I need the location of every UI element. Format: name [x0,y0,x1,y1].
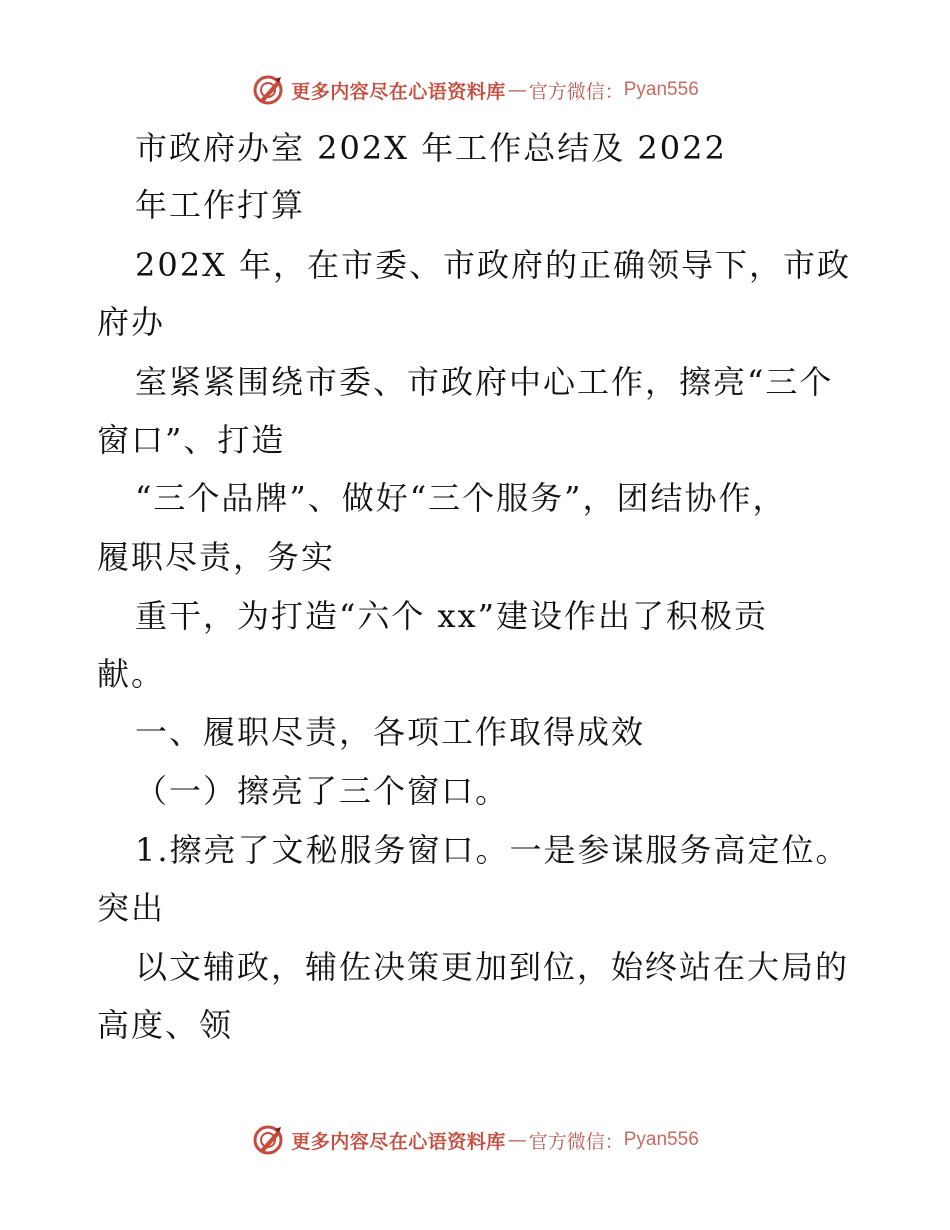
doc-line: 重干，为打造“六个 xx”建设作出了积极贡 [135,597,768,635]
pen-logo-icon [251,73,285,107]
banner-separator: — [507,79,527,101]
doc-line: 高度、领 [97,1006,234,1044]
doc-title-line-2: 年工作打算 [135,186,306,224]
doc-line: 室紧紧围绕市委、市政府中心工作，擦亮“三个 [135,363,834,401]
doc-line: 窗口”、打造 [97,421,286,459]
header-banner [0,70,950,110]
banner-wechat-id: Pyan556 [623,79,699,100]
doc-line: 献。 [97,655,166,693]
banner-wechat-label: 官方微信： [528,1130,624,1153]
doc-line: 突出 [97,889,166,927]
section-heading: 一、履职尽责，各项工作取得成效 [135,713,646,751]
doc-line: 履职尽责，务实 [97,538,336,576]
banner-title: 更多内容尽在心语资料库 [291,1130,506,1153]
doc-line: 以文辅政，辅佐决策更加到位，始终站在大局的 [135,948,850,986]
subsection-heading: （一）擦亮了三个窗口。 [135,772,510,810]
banner-wechat-label: 官方微信： [528,80,624,103]
pen-logo-icon [251,1123,285,1157]
banner-separator: — [507,1129,527,1151]
doc-line: “三个品牌”、做好“三个服务”，团结协作， [135,479,787,517]
banner-wechat-id: Pyan556 [623,1129,699,1150]
doc-title-line-1: 市政府办室 202X 年工作总结及 2022 [135,129,727,167]
doc-line: 202X 年，在市委、市政府的正确领导下，市政 [135,246,852,284]
doc-line: 府办 [97,303,166,341]
doc-line: 1.擦亮了文秘服务窗口。一是参谋服务高定位。 [135,831,850,869]
banner-title: 更多内容尽在心语资料库 [291,80,506,103]
footer-banner [0,1120,950,1160]
